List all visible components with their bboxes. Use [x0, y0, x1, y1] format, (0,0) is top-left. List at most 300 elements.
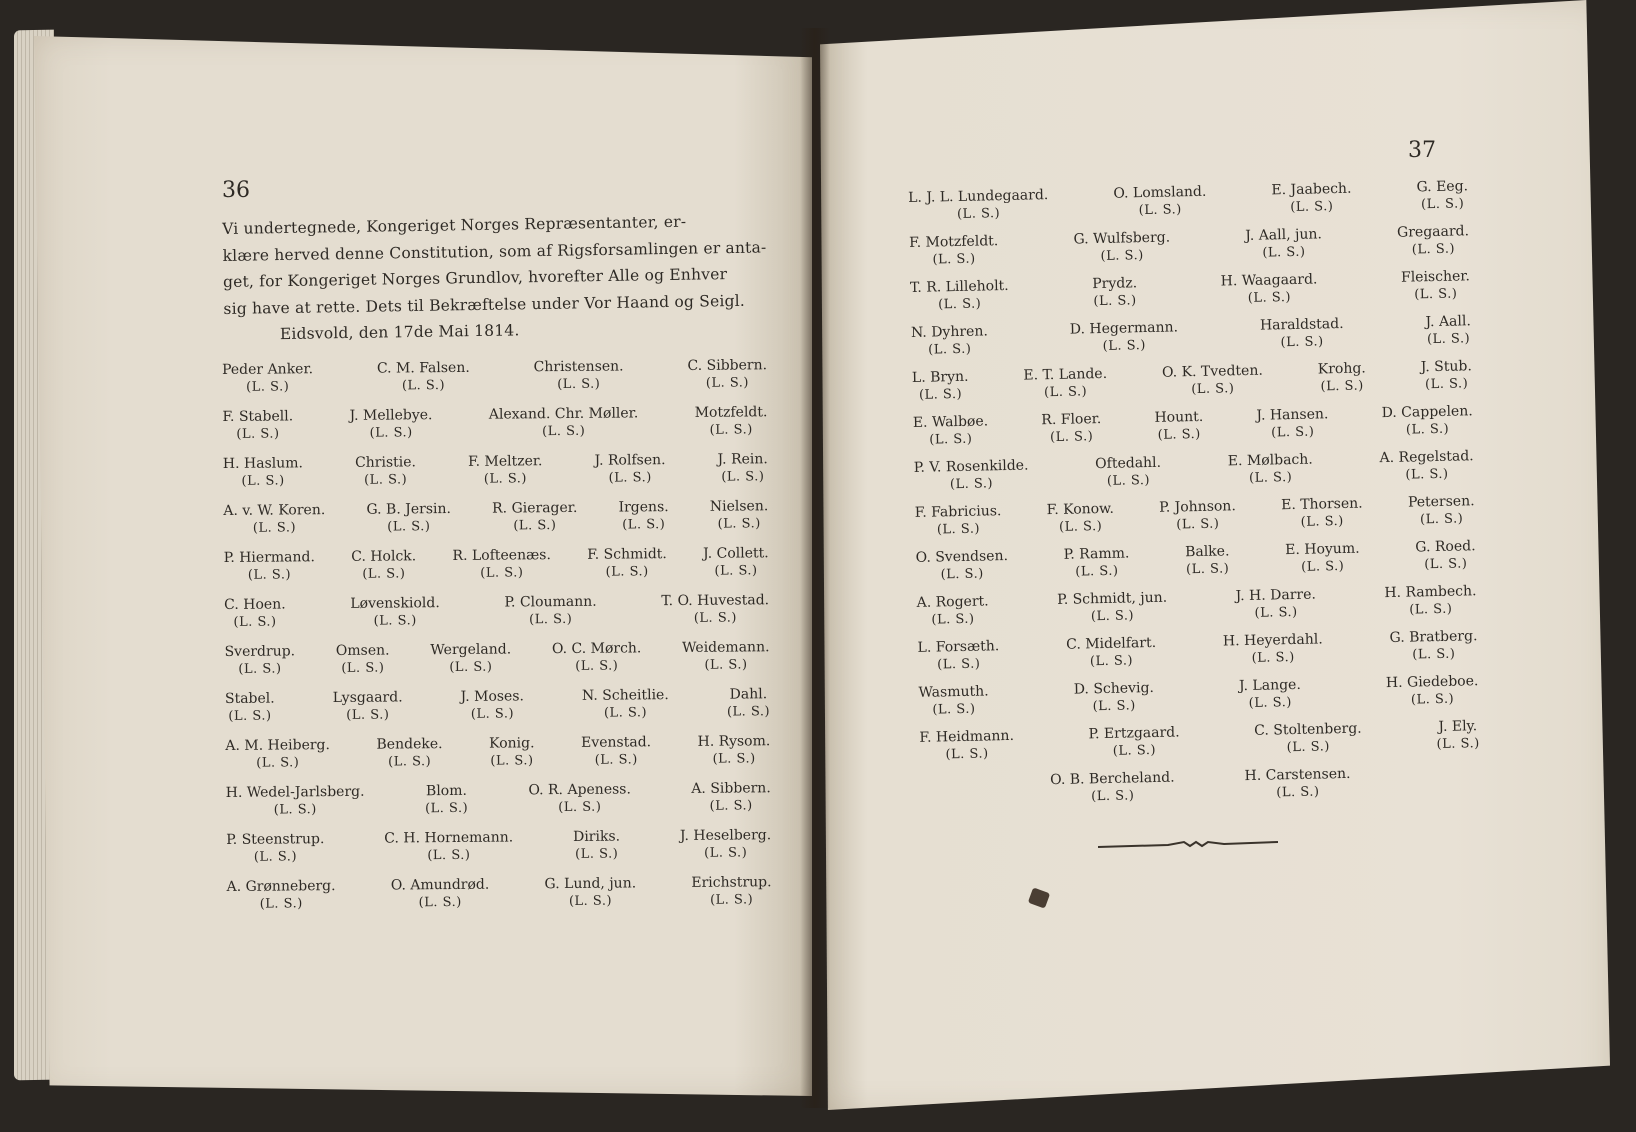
signature-row [910, 268, 1471, 317]
signatory-name: L. J. L. Lundegaard. [908, 187, 1049, 206]
signature-row [911, 313, 1472, 362]
seal-label: (L. S.) [1436, 736, 1480, 753]
signatory-name: O. Lomsland. [1113, 183, 1207, 202]
signature [910, 278, 1009, 317]
signatory-name: C. Midelfart. [1065, 634, 1157, 653]
signature [691, 874, 772, 913]
page-number-left: 36 [222, 178, 250, 203]
signature [1245, 226, 1322, 265]
signature [226, 784, 365, 823]
seal-label: (L. S.) [1254, 604, 1298, 621]
signatory-name: Bendeke. [376, 736, 443, 753]
signatory-name: D. Cappelen. [1381, 403, 1473, 422]
signatory-name: O. B. Bercheland. [1050, 769, 1175, 789]
signature [504, 594, 597, 633]
seal-label: (L. S.) [236, 426, 280, 442]
signatory-name: P. Ramm. [1063, 545, 1130, 563]
signature [452, 547, 551, 586]
seal-label: (L. S.) [1191, 381, 1235, 398]
signature [544, 875, 636, 914]
signatory-name: H. Rysom. [697, 733, 771, 750]
signatory-name: P. Hiermand. [223, 549, 315, 566]
signatory-name: D. Hegermann. [1069, 319, 1179, 338]
signatory-name: E. Mølbach. [1227, 451, 1313, 470]
signature [1401, 268, 1471, 306]
seal-label: (L. S.) [252, 520, 297, 536]
signature [710, 498, 769, 537]
signature [909, 233, 999, 272]
seal-label: (L. S.) [542, 423, 586, 440]
signatory-name: Diriks. [572, 828, 621, 845]
signature [687, 357, 767, 396]
seal-label: (L. S.) [1271, 424, 1315, 441]
signatory-name: F. Konow. [1046, 500, 1115, 519]
seal-label: (L. S.) [369, 425, 413, 441]
seal-label: (L. S.) [1414, 286, 1458, 303]
seal-label: (L. S.) [949, 476, 994, 493]
signature [1239, 677, 1302, 715]
signature [528, 781, 631, 820]
signature [350, 595, 440, 634]
signature [425, 783, 468, 821]
signatory-name: E. T. Lande. [1023, 365, 1108, 384]
signature [1421, 358, 1473, 396]
signatory-name: Sverdrup. [224, 643, 296, 660]
seal-label: (L. S.) [373, 613, 417, 629]
seal-label: (L. S.) [704, 845, 748, 861]
preamble-text [222, 208, 767, 349]
signatory-name: H. Heyerdahl. [1222, 631, 1323, 650]
page-number-right: 37 [1408, 138, 1436, 163]
signatory-name: J. Moses. [460, 688, 525, 705]
seal-label: (L. S.) [932, 251, 976, 268]
signature [917, 638, 999, 677]
signatory-name: J. Heselberg. [679, 827, 772, 845]
seal-label: (L. S.) [362, 566, 406, 582]
seal-label: (L. S.) [1410, 691, 1455, 708]
seal-label: (L. S.) [1412, 646, 1456, 663]
signatory-name: H. Haslum. [222, 455, 304, 472]
signatory-name: O. R. Apeness. [528, 781, 631, 799]
seal-label: (L. S.) [1058, 519, 1103, 535]
signature [224, 643, 295, 682]
signatory-name: P. Schmidt, jun. [1056, 589, 1168, 608]
seal-label: (L. S.) [1290, 199, 1334, 215]
signatory-name: H. Carstensen. [1244, 765, 1351, 785]
signatory-name: J. H. Darre. [1235, 586, 1317, 605]
seal-label: (L. S.) [1405, 421, 1450, 438]
signature [582, 687, 669, 726]
seal-label: (L. S.) [938, 296, 982, 313]
signature [1050, 770, 1175, 810]
signature [1397, 223, 1470, 261]
signature-row [226, 780, 771, 823]
signatory-name: H. Wedel-Jarlsberg. [225, 783, 365, 801]
signatory-name: G. B. Jersin. [366, 501, 452, 518]
seal-label: (L. S.) [1185, 561, 1230, 578]
signature [1271, 181, 1352, 220]
seal-label: (L. S.) [705, 375, 750, 391]
seal-label: (L. S.) [1075, 563, 1119, 580]
seal-label: (L. S.) [1100, 248, 1144, 264]
signatory-name: F. Schmidt. [587, 546, 667, 563]
signatory-name: J. Ely. [1438, 718, 1478, 736]
signature [351, 548, 416, 587]
seal-label: (L. S.) [1093, 293, 1137, 310]
signature [703, 545, 769, 584]
signature [222, 408, 293, 447]
signature [908, 187, 1049, 227]
signature [1386, 673, 1479, 712]
signatory-name: J. Rolfsen. [594, 452, 666, 469]
signatory-name: Konig. [489, 735, 535, 752]
signature [587, 546, 667, 585]
seal-label: (L. S.) [1102, 338, 1146, 354]
signatory-name: O. C. Mørch. [551, 640, 642, 658]
seal-label: (L. S.) [259, 896, 303, 912]
signatory-name: O. Svendsen. [915, 547, 1009, 566]
seal-label: (L. S.) [387, 519, 431, 535]
seal-label: (L. S.) [418, 894, 462, 911]
seal-label: (L. S.) [1092, 698, 1136, 715]
signatory-name: T. R. Lilleholt. [909, 277, 1009, 296]
signatory-name: Gregaard. [1396, 223, 1470, 241]
signature [618, 499, 668, 537]
seal-label: (L. S.) [605, 564, 649, 580]
signatory-name: P. Ertzgaard. [1088, 724, 1180, 743]
signatory-name: O. Amundrød. [390, 876, 490, 894]
signature [1073, 230, 1170, 269]
seal-label: (L. S.) [1419, 511, 1464, 528]
signature [1285, 541, 1360, 580]
signatory-name: D. Schevig. [1073, 679, 1155, 698]
seal-label: (L. S.) [929, 431, 973, 448]
seal-label: (L. S.) [1420, 196, 1465, 213]
signatory-name: A. v. W. Koren. [223, 502, 326, 519]
signature [1070, 319, 1179, 358]
signature [682, 639, 770, 678]
signatory-name: A. Sibbern. [691, 780, 771, 797]
signature [1041, 411, 1102, 449]
signatory-name: L. Bryn. [911, 368, 969, 386]
signature [1381, 403, 1473, 442]
seal-label: (L. S.) [918, 386, 963, 403]
signature [349, 407, 432, 446]
signature [461, 688, 525, 727]
seal-label: (L. S.) [1049, 429, 1094, 446]
signatory-name: Oftedahl. [1095, 454, 1162, 473]
seal-label: (L. S.) [1409, 601, 1453, 618]
seal-label: (L. S.) [1320, 378, 1364, 395]
signature [1185, 543, 1230, 581]
seal-label: (L. S.) [1112, 742, 1157, 759]
signatory-name: Motzfeldt. [694, 404, 768, 421]
signature [225, 691, 275, 729]
signature [552, 640, 642, 679]
signatory-name: C. Stoltenberg. [1254, 720, 1362, 739]
signatory-name: A. Rogert. [916, 593, 989, 611]
signatory-name: O. K. Tvedten. [1161, 362, 1263, 381]
seal-label: (L. S.) [483, 471, 528, 487]
seal-label: (L. S.) [575, 846, 619, 862]
signatory-name: L. Forsæth. [917, 638, 1000, 656]
signature [1254, 721, 1362, 760]
seal-label: (L. S.) [945, 746, 989, 763]
signature [226, 831, 325, 870]
signature [492, 500, 578, 539]
signatory-name: J. Rein. [717, 451, 768, 468]
seal-label: (L. S.) [246, 379, 290, 395]
signature-row [909, 223, 1470, 272]
signature [377, 360, 470, 399]
preamble-line: sig have at rette. Dets til Bekræftelse under Vor Haand og Seigl. [223, 291, 746, 318]
signature [489, 735, 535, 773]
signatory-name: H. Waagaard. [1220, 271, 1318, 290]
seal-label: (L. S.) [490, 753, 534, 769]
signatory-name: J. Aall, jun. [1245, 226, 1323, 244]
signatory-name: J. Stub. [1420, 358, 1472, 376]
seal-label: (L. S.) [693, 610, 738, 626]
signature [1223, 631, 1324, 670]
signature [1244, 766, 1351, 805]
signature-row [916, 538, 1477, 587]
seal-label: (L. S.) [1276, 784, 1320, 801]
signature [333, 689, 403, 728]
signatory-name: C. Sibbern. [687, 357, 768, 374]
signature [1408, 493, 1475, 531]
signature [581, 734, 651, 773]
signature [1092, 275, 1138, 313]
signatory-name: E. Hoyum. [1285, 540, 1360, 559]
signatory-name: Weidemann. [682, 639, 770, 656]
signature [1064, 545, 1130, 583]
signature [1057, 590, 1168, 629]
signatory-name: C. Holck. [351, 548, 417, 565]
seal-label: (L. S.) [940, 566, 984, 583]
signatory-name: J. Aall. [1425, 313, 1472, 331]
signature-row [224, 592, 769, 635]
signature [489, 405, 639, 444]
seal-label: (L. S.) [253, 849, 298, 865]
seal-label: (L. S.) [1301, 558, 1345, 575]
book-gutter [800, 28, 830, 1108]
ornament-rule-icon [1098, 838, 1278, 854]
signature [534, 358, 624, 397]
signature [1066, 635, 1157, 674]
seal-label: (L. S.) [1157, 426, 1201, 443]
signatory-name: N. Scheitlie. [581, 687, 669, 704]
seal-label: (L. S.) [956, 206, 1001, 222]
signatory-name: R. Lofteenæs. [452, 547, 551, 564]
signature [1235, 587, 1316, 626]
signature [1256, 406, 1329, 444]
seal-label: (L. S.) [603, 705, 648, 721]
signature [468, 453, 543, 492]
signature [911, 323, 989, 362]
seal-label: (L. S.) [364, 472, 408, 488]
signature-row [222, 357, 767, 400]
seal-label: (L. S.) [529, 611, 573, 628]
signatory-name: F. Motzfeldt. [908, 233, 999, 251]
signature [680, 827, 772, 866]
preamble-line: klære herved denne Constitution, som af Rigsforsamlingen er anta- [222, 237, 767, 265]
signature [384, 829, 513, 868]
seal-label: (L. S.) [1089, 653, 1134, 670]
seal-label: (L. S.) [608, 470, 652, 486]
signature [1221, 271, 1319, 310]
signature [222, 361, 313, 400]
signature [1379, 448, 1474, 487]
signatory-name: C. M. Falsen. [376, 359, 470, 377]
signature [391, 877, 490, 916]
seal-label: (L. S.) [256, 755, 300, 771]
signatory-name: J. Mellebye. [349, 407, 433, 424]
signature-row [917, 628, 1478, 677]
signature-row [227, 874, 772, 917]
seal-label: (L. S.) [712, 751, 756, 767]
preamble-line: Vi undertegnede, Kongeriget Norges Repræsentanter, er- [222, 212, 687, 238]
signatory-name: Evenstad. [581, 734, 652, 751]
seal-label: (L. S.) [1176, 516, 1220, 533]
signatory-name: Lysgaard. [332, 689, 403, 707]
signatory-name: P. Steenstrup. [226, 831, 325, 848]
signatory-name: R. Gierager. [492, 499, 578, 517]
signature [918, 683, 989, 721]
seal-label: (L. S.) [717, 516, 761, 532]
signature-row [225, 686, 770, 729]
signature-row [224, 639, 769, 682]
signature [1425, 313, 1471, 351]
signatory-name: A. Grønneberg. [226, 878, 336, 895]
signature-row [223, 498, 768, 541]
signatory-name: F. Meltzer. [467, 453, 543, 470]
seal-label: (L. S.) [1424, 376, 1469, 393]
signatory-name: Blom. [425, 782, 467, 800]
signature-row [222, 404, 767, 447]
dateline: Eidsvold, den 17de Mai 1814. [279, 321, 520, 344]
preamble-line: get, for Kongeriget Norges Grundlov, hvorefter Alle og Enhver [222, 265, 728, 291]
signatory-name: Løvenskiold. [350, 595, 440, 612]
seal-label: (L. S.) [1411, 241, 1456, 258]
seal-label: (L. S.) [1251, 650, 1295, 666]
seal-label: (L. S.) [1280, 334, 1324, 351]
signatory-name: R. Floer. [1041, 411, 1102, 429]
seal-label: (L. S.) [1106, 472, 1151, 489]
signature [1281, 496, 1363, 535]
seal-label: (L. S.) [346, 707, 390, 723]
signature [1260, 316, 1344, 355]
signatory-name: E. Jaabech. [1271, 180, 1352, 199]
seal-label: (L. S.) [341, 660, 385, 676]
signatory-name: Nielsen. [709, 498, 769, 515]
seal-label: (L. S.) [622, 517, 666, 533]
signature-row [916, 583, 1477, 632]
signature [1159, 498, 1236, 537]
signatory-name: T. O. Huvestad. [661, 592, 770, 610]
signature-row [912, 358, 1473, 407]
signatory-name: Omsen. [335, 642, 390, 660]
signature [1416, 178, 1468, 216]
signatory-name: Christensen. [533, 358, 624, 376]
signatory-name: Petersen. [1407, 493, 1475, 511]
seal-label: (L. S.) [558, 799, 602, 816]
signatory-name: N. Dyhren. [910, 323, 989, 341]
signature [691, 780, 771, 819]
signature [661, 592, 769, 631]
signature-row [920, 763, 1481, 812]
signature [1047, 501, 1115, 539]
signatory-name: G. Lund, jun. [544, 875, 637, 893]
signatory-name: E. Thorsen. [1280, 495, 1363, 514]
signature [1113, 184, 1207, 223]
signatory-name: G. Roed. [1415, 538, 1476, 556]
signature [1436, 718, 1480, 756]
seal-label: (L. S.) [1405, 466, 1449, 483]
seal-label: (L. S.) [1248, 470, 1293, 486]
signatory-name: Alexand. Chr. Møller. [488, 405, 639, 423]
signature [1389, 628, 1478, 667]
signatory-name: G. Wulfsberg. [1073, 229, 1171, 248]
signature [1088, 724, 1180, 763]
signature [1415, 538, 1476, 576]
seal-label: (L. S.) [480, 565, 524, 581]
signatory-name: C. Hoen. [224, 596, 286, 613]
signature [1318, 360, 1367, 398]
signatory-name: F. Stabell. [222, 408, 294, 425]
seal-label: (L. S.) [228, 708, 272, 724]
signature [355, 454, 416, 493]
seal-label: (L. S.) [721, 469, 765, 485]
signature [430, 641, 511, 680]
signature [336, 643, 390, 681]
signature [1228, 452, 1314, 491]
signature-row [224, 545, 769, 588]
seal-label: (L. S.) [449, 659, 493, 676]
signature-row [919, 718, 1480, 767]
seal-label: (L. S.) [1424, 556, 1468, 573]
signatory-name: Fleischer. [1400, 268, 1471, 286]
seal-label: (L. S.) [1090, 608, 1135, 625]
signatory-name: Haraldstad. [1259, 315, 1344, 334]
signature [224, 549, 316, 588]
seal-label: (L. S.) [427, 847, 471, 864]
signatory-name: Peder Anker. [222, 361, 314, 378]
seal-label: (L. S.) [1091, 788, 1135, 805]
seal-label: (L. S.) [932, 701, 976, 718]
seal-label: (L. S.) [1248, 695, 1293, 711]
seal-label: (L. S.) [937, 656, 981, 673]
seal-label: (L. S.) [1286, 739, 1331, 756]
seal-label: (L. S.) [247, 567, 292, 583]
signatory-name: A. Regelstad. [1379, 448, 1474, 467]
seal-label: (L. S.) [575, 658, 619, 674]
signatory-name: J. Collett. [703, 545, 769, 562]
signature [1095, 455, 1162, 493]
signatory-name: Wergeland. [430, 641, 512, 659]
seal-label: (L. S.) [233, 614, 277, 630]
signature [727, 686, 770, 724]
seal-label: (L. S.) [241, 473, 285, 489]
signatory-name: H. Giedeboe. [1385, 673, 1479, 692]
signatory-name: P. V. Rosenkilde. [913, 457, 1029, 476]
seal-label: (L. S.) [388, 754, 432, 770]
seal-label: (L. S.) [709, 422, 753, 438]
signatory-name: C. H. Hornemann. [384, 829, 514, 847]
signature [695, 404, 768, 443]
signature [698, 733, 771, 772]
seal-label: (L. S.) [568, 893, 613, 909]
seal-label: (L. S.) [709, 798, 753, 814]
